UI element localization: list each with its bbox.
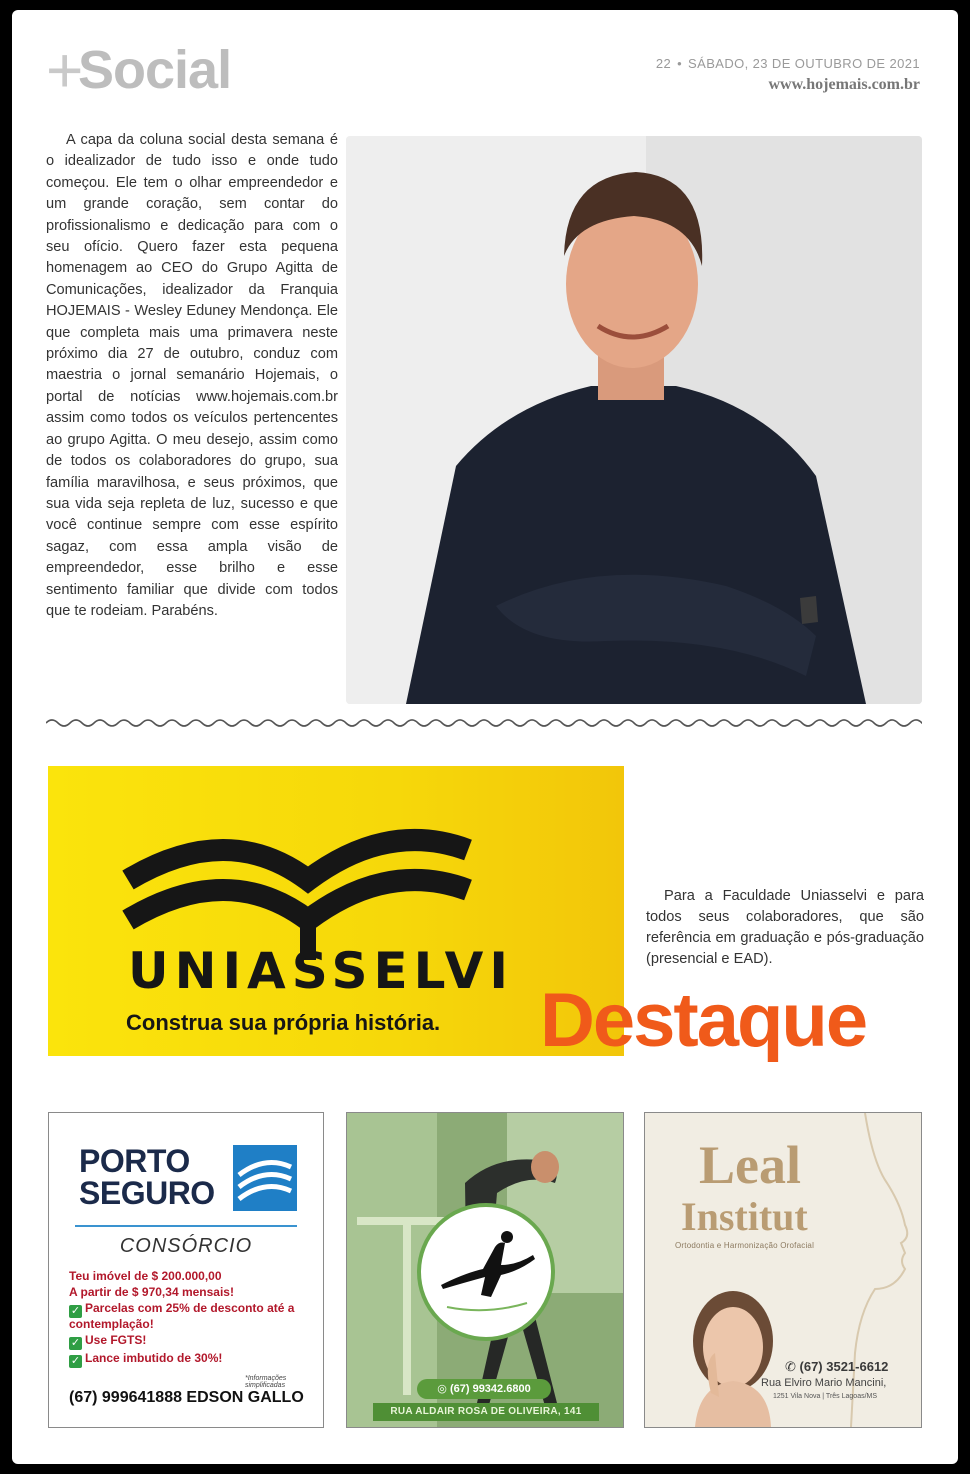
porto-bullet1b: contemplação! bbox=[69, 1317, 154, 1331]
porto-bullet3-text: Lance imbutido de 30%! bbox=[85, 1351, 223, 1365]
woman-portrait bbox=[675, 1281, 785, 1427]
leal-title-line1: Leal bbox=[699, 1135, 801, 1195]
article-body: A capa da coluna social desta semana é o idealizador de tudo isso e onde tudo começou. Ele tem o olhar empreendedor e um grande coração, sem contar do profissionalismo e dedicação para com o seu ofício. Quero fazer esta pequena homenagem ao CEO do Grupo Agitta de Comunicações, idealizador da Franquia HOJEMAIS - Wesley Eduney Mendonça. Ele que completa mais uma primavera neste próximo dia 27 de outubro, conduz com maestria o jornal semanário Hojemais, o portal de notícias www.hojemais.com.br assim como todos os veículos pertencentes ao grupo Agitta. O meu desejo, assim como de todos os colaboradores do grupo, sua família maravilhosa, e seus próximos, que sua vida seja repleta de luz, sucesso e que você continue sempre com esse espírito sagaz, com essa ampla visão de empreendedor, esse brilho e esse sentimento familiar que divide com todos que te rodeiam. Parabéns. bbox=[46, 132, 338, 619]
destaque-title: Destaque bbox=[540, 978, 867, 1063]
dance-logo-badge bbox=[417, 1203, 555, 1341]
porto-brand bbox=[79, 1145, 215, 1209]
leal-address: Rua Elviro Mario Mancini, bbox=[761, 1377, 887, 1389]
porto-bullet3 bbox=[69, 1351, 222, 1368]
dance-phone bbox=[417, 1379, 551, 1399]
section-title: Social bbox=[78, 40, 232, 100]
header-dateline bbox=[656, 56, 920, 71]
portrait-illustration bbox=[346, 136, 922, 704]
porto-seguro-ad[interactable] bbox=[48, 1112, 324, 1428]
leal-phone bbox=[785, 1359, 888, 1375]
dance-school-ad[interactable] bbox=[346, 1112, 624, 1428]
phone-icon: ✆ bbox=[785, 1359, 800, 1374]
check-icon: ✓ bbox=[70, 1305, 81, 1317]
open-book-logo-icon bbox=[118, 810, 478, 960]
newspaper-page bbox=[12, 10, 958, 1464]
uniasselvi-ad[interactable] bbox=[48, 766, 624, 1056]
porto-footnote: *Informações simplificadas bbox=[245, 1375, 287, 1389]
porto-contact: (67) 999641888 EDSON GALLO bbox=[69, 1389, 304, 1406]
porto-seguro-logo-icon bbox=[233, 1145, 297, 1211]
leal-subtitle: Ortodontia e Harmonização Orofacial bbox=[675, 1241, 815, 1250]
leal-city: 1251 Vila Nova | Três Lagoas/MS bbox=[773, 1393, 878, 1400]
porto-offer-line1: Teu imóvel de $ 200.000,00 bbox=[69, 1269, 222, 1283]
issue-date: SÁBADO, 23 DE OUTUBRO DE 2021 bbox=[688, 56, 920, 71]
porto-divider bbox=[75, 1225, 297, 1227]
dancer-silhouette-icon bbox=[421, 1207, 551, 1337]
uniasselvi-tagline: Construa sua própria história. bbox=[126, 1010, 441, 1035]
porto-brand-line1: PORTO bbox=[79, 1143, 190, 1179]
section-plus-mark: + bbox=[46, 34, 84, 106]
dance-phone-text: (67) 99342.6800 bbox=[449, 1383, 531, 1395]
dateline-separator: • bbox=[677, 56, 683, 71]
destaque-text: Para a Faculdade Uniasselvi e para todos seus colaboradores, que são referência em graduação e pós-graduação (presencial e EAD). bbox=[646, 888, 924, 967]
cover-photo bbox=[346, 136, 922, 704]
uniasselvi-wordmark: UNIASSELVI bbox=[128, 942, 514, 1000]
check-icon: ✓ bbox=[70, 1355, 81, 1367]
wavy-divider bbox=[46, 716, 922, 730]
leal-title-line2: Institut bbox=[681, 1194, 808, 1239]
porto-bullet2 bbox=[69, 1333, 146, 1350]
whatsapp-icon: ◎ bbox=[437, 1383, 450, 1395]
porto-offer-line2: A partir de $ 970,34 mensais! bbox=[69, 1285, 234, 1299]
porto-brand-line2: SEGURO bbox=[79, 1175, 215, 1211]
porto-bullet2-text: Use FGTS! bbox=[85, 1333, 147, 1347]
site-url[interactable]: www.hojemais.com.br bbox=[768, 76, 920, 93]
porto-bullet1-text: Parcelas com 25% de desconto até a bbox=[85, 1301, 295, 1315]
dance-address: RUA ALDAIR ROSA DE OLIVEIRA, 141 bbox=[373, 1403, 599, 1421]
page-number: 22 bbox=[655, 56, 672, 71]
porto-product: CONSÓRCIO bbox=[119, 1235, 253, 1257]
leal-institut-ad[interactable] bbox=[644, 1112, 922, 1428]
check-icon: ✓ bbox=[70, 1337, 81, 1349]
porto-bullet1 bbox=[69, 1301, 294, 1318]
leal-phone-text: (67) 3521-6612 bbox=[799, 1359, 889, 1374]
